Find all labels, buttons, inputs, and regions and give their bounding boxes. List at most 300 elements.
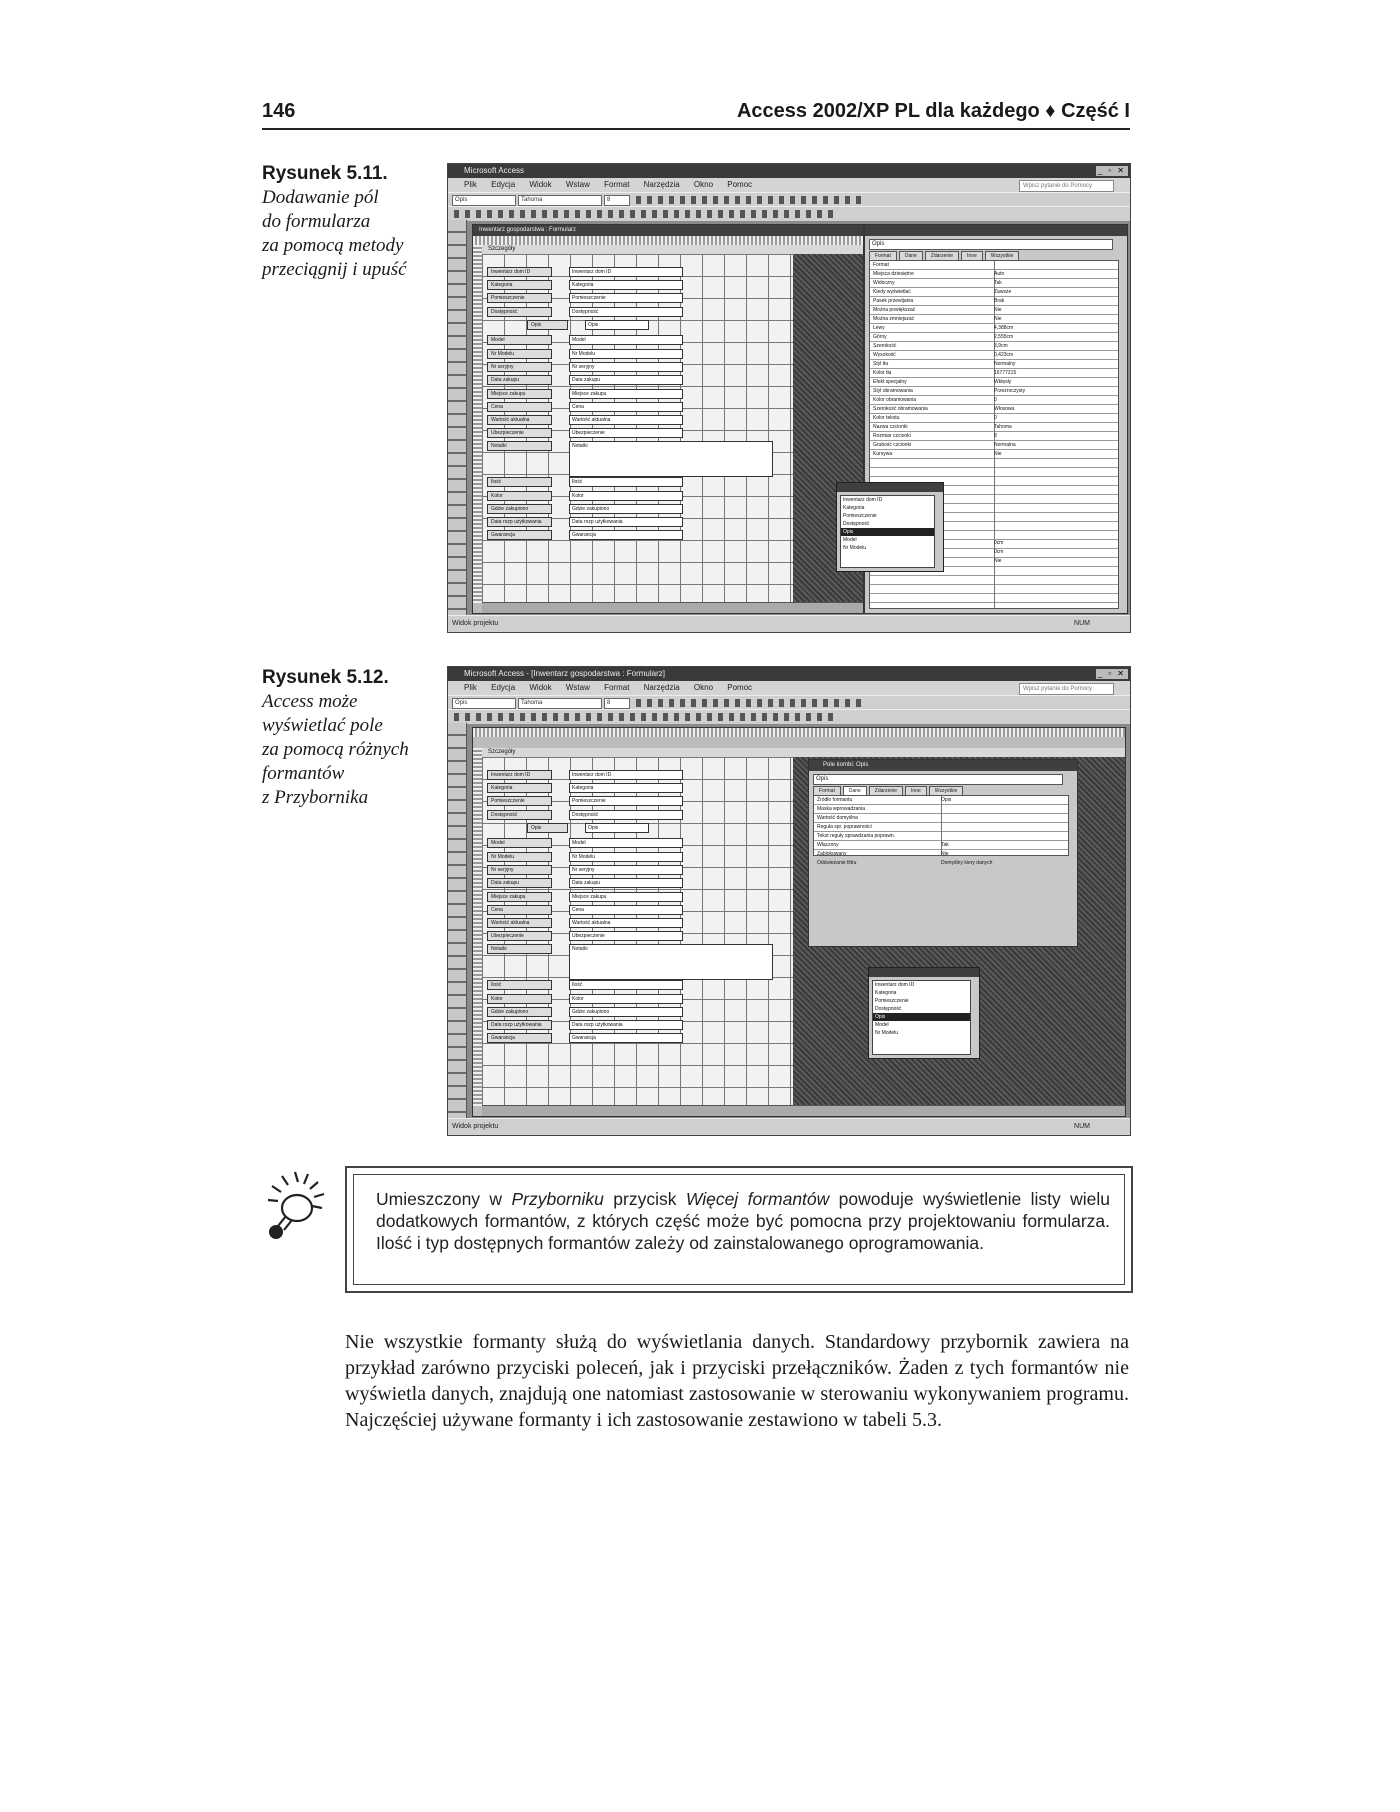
field-textbox[interactable]: Data rozp użytkowania	[569, 517, 683, 527]
menu-item[interactable]: Widok	[529, 683, 552, 692]
property-name: Miejsca dziesiętne	[873, 271, 914, 277]
form-control-row	[487, 415, 687, 424]
toolbar-icons[interactable]	[454, 210, 834, 218]
property-name: Kolor tekstu	[873, 415, 900, 421]
property-name: Kiedy wyświetlać	[873, 289, 911, 295]
form-control-row	[487, 892, 687, 901]
field-textbox[interactable]: Inwentarz dom ID	[569, 770, 683, 780]
property-row[interactable]	[870, 360, 1118, 369]
field-label[interactable]: Opis	[527, 320, 568, 330]
property-value[interactable]: Normalna	[994, 442, 1016, 448]
property-value[interactable]: Wklęsły	[994, 379, 1012, 385]
property-sheet	[808, 759, 1078, 947]
menu-item[interactable]: Widok	[529, 180, 552, 189]
tab-zdarzenie[interactable]: Zdarzenie	[925, 251, 959, 260]
window-title: Microsoft Access	[464, 166, 525, 175]
form-control-row	[487, 517, 687, 526]
field-textbox[interactable]: Model	[569, 335, 683, 345]
property-value[interactable]: Opis	[941, 797, 952, 803]
field-list-titlebar	[869, 968, 979, 977]
field-label[interactable]: Kolor	[487, 491, 552, 501]
property-value[interactable]: Tak	[941, 842, 949, 848]
size-combo[interactable]: 8	[604, 698, 630, 709]
form-control-row	[487, 770, 687, 779]
property-name: Kolor tła	[873, 370, 892, 376]
field-textbox[interactable]: Gwarancja	[569, 1033, 683, 1043]
menu-item[interactable]: Plik	[464, 180, 477, 189]
property-row[interactable]	[870, 279, 1118, 288]
field-textbox[interactable]: Cena	[569, 402, 683, 412]
tab-zdarzenie[interactable]: Zdarzenie	[869, 786, 903, 795]
property-value[interactable]: 4,388cm	[994, 325, 1014, 331]
form-control-row	[487, 402, 687, 411]
property-value[interactable]: 0,423cm	[994, 352, 1014, 358]
property-row[interactable]	[870, 288, 1118, 297]
field-label[interactable]: Data zakupu	[487, 878, 552, 888]
form-control-row	[487, 389, 687, 398]
tip-text-part: przycisk	[603, 1189, 686, 1209]
figure1-caption-line: do formularza	[262, 211, 371, 232]
field-list	[872, 980, 971, 1055]
tip-text-part: Umieszczony w	[376, 1189, 512, 1209]
app-titlebar	[448, 667, 1130, 681]
vertical-ruler	[473, 748, 482, 1106]
property-row[interactable]	[870, 387, 1118, 396]
property-name: Reguła spr. poprawności	[817, 824, 872, 830]
tab-dane[interactable]: Dane	[843, 786, 867, 795]
status-text: Widok projektu	[452, 1123, 499, 1130]
field-label[interactable]: Wartość aktualna	[487, 918, 552, 928]
running-header	[262, 100, 1130, 130]
property-value[interactable]: Brak	[994, 298, 1005, 304]
tip-text-part: powoduje wyświetlenie listy wielu dodatkowych formantów, z których część może być pomocna przy projektowaniu formularza. Ilość i typ dostępnych formantów zależy od zainstalowanego oprogramowania.	[376, 1189, 1110, 1253]
field-textbox[interactable]: Notatki	[569, 441, 773, 477]
detail-section-header: Szczegóły	[482, 245, 863, 255]
form-control-row	[487, 783, 687, 792]
field-label[interactable]: Cena	[487, 402, 552, 412]
form-control-row	[487, 280, 687, 289]
property-value[interactable]: Tahoma	[994, 424, 1012, 430]
field-list-item[interactable]: Dostępność	[875, 1006, 902, 1012]
figure2-caption-line: Access może	[262, 691, 358, 712]
property-name: Kolor obramowania	[873, 397, 917, 403]
property-name: Odświeżanie filtru	[817, 860, 857, 866]
field-list-item[interactable]: Kategoria	[843, 505, 865, 511]
num-lock-indicator: NUM	[1074, 620, 1090, 627]
tab-inne[interactable]: Inne	[961, 251, 983, 260]
field-label[interactable]: Gwarancja	[487, 530, 552, 540]
field-textbox[interactable]: Ilość	[569, 477, 683, 487]
menu-bar	[448, 178, 1130, 192]
property-value[interactable]: 3,9cm	[994, 343, 1008, 349]
figure2-caption-line: wyświetlać pole	[262, 715, 383, 736]
status-bar	[448, 1118, 1130, 1135]
form-control-row	[487, 823, 687, 832]
status-text: Widok projektu	[452, 620, 499, 627]
field-label[interactable]: Pomieszczenie	[487, 293, 552, 303]
size-combo[interactable]: 8	[604, 195, 630, 206]
property-sheet-titlebar	[865, 225, 1127, 236]
field-textbox[interactable]: Pomieszczenie	[569, 796, 683, 806]
field-label[interactable]: Model	[487, 838, 552, 848]
property-name: Lewy	[873, 325, 885, 331]
field-label[interactable]: Data rozp użytkowania	[487, 1020, 552, 1030]
figure1-caption-line: Dodawanie pól	[262, 187, 379, 208]
property-row[interactable]	[870, 306, 1118, 315]
page-number: 146	[262, 100, 296, 122]
field-textbox[interactable]: Nr seryjny	[569, 865, 683, 875]
body-paragraph: Nie wszystkie formanty służą do wyświetlania danych. Standardowy przybornik zawiera na przykład zarówno przyciski poleceń, jak i przyciski przełączników. Żaden z tych formantów nie wyświetla danych, znajdują one natomiast zastosowanie w sterowaniu wykonywaniem programu. Najczęściej używane formanty i ich zastosowanie zestawiono w tabeli 5.3.	[345, 1331, 1129, 1431]
field-label[interactable]: Kolor	[487, 994, 552, 1004]
menu-item[interactable]: Okno	[693, 180, 714, 189]
property-name: Wartość domyślna	[817, 815, 858, 821]
field-label[interactable]: Notatki	[487, 944, 552, 954]
toolbox[interactable]	[448, 723, 467, 1119]
field-label[interactable]: Ubezpieczenie	[487, 428, 552, 438]
detail-section-header: Szczegóły	[482, 748, 1125, 758]
property-name: Górny	[873, 334, 887, 340]
field-label[interactable]: Model	[487, 335, 552, 345]
menu-item[interactable]: Narzędzia	[643, 683, 680, 692]
field-textbox[interactable]: Model	[569, 838, 683, 848]
help-search-input[interactable]: Wpisz pytanie do Pomocy	[1019, 683, 1114, 695]
form-control-row	[487, 362, 687, 371]
field-textbox[interactable]: Gwarancja	[569, 530, 683, 540]
field-textbox[interactable]: Opis	[585, 823, 649, 833]
form-control-row	[487, 994, 687, 1003]
property-value[interactable]: Tak	[994, 280, 1002, 286]
property-row[interactable]	[870, 297, 1118, 306]
tip-box	[345, 1166, 1133, 1293]
property-value[interactable]: Domyślny kiery danych	[941, 860, 993, 866]
property-object-combo[interactable]: Opis	[869, 239, 1113, 250]
field-textbox[interactable]: Dostępność	[569, 810, 683, 820]
field-list-item[interactable]: Pomieszczenie	[843, 513, 877, 519]
field-list-window	[836, 482, 944, 572]
field-textbox[interactable]: Nr Modelu	[569, 349, 683, 359]
field-textbox[interactable]: Wartość aktualna	[569, 918, 683, 928]
field-textbox[interactable]: Kategoria	[569, 783, 683, 793]
form-title: Inwentarz gospodarstwa : Formularz	[473, 225, 863, 236]
field-textbox[interactable]: Data rozp użytkowania	[569, 1020, 683, 1030]
form-control-row	[487, 796, 687, 805]
field-textbox[interactable]: Ubezpieczenie	[569, 931, 683, 941]
field-textbox[interactable]: Opis	[585, 320, 649, 330]
form-control-row	[487, 905, 687, 914]
tip-emphasis: Więcej formantów	[685, 1189, 830, 1209]
field-label[interactable]: Nr seryjny	[487, 865, 552, 875]
property-row[interactable]	[870, 441, 1118, 450]
menu-item[interactable]: Format	[604, 683, 630, 692]
field-textbox[interactable]: Ubezpieczenie	[569, 428, 683, 438]
object-combo[interactable]: Opis	[452, 195, 516, 206]
property-name: Można powiększać	[873, 307, 916, 313]
toolbar-icons[interactable]	[636, 196, 866, 204]
horizontal-ruler	[473, 728, 1125, 737]
field-label[interactable]: Nr seryjny	[487, 362, 552, 372]
app-titlebar	[448, 164, 1130, 178]
property-value[interactable]: Nie	[994, 558, 1002, 564]
tip-text	[353, 1174, 1125, 1285]
field-list-item[interactable]: Dostępność	[843, 521, 870, 527]
property-value[interactable]: Nie	[941, 851, 949, 857]
figure2-caption	[262, 666, 432, 810]
property-name: Źródło formantu	[817, 797, 853, 803]
property-row[interactable]	[870, 450, 1118, 459]
property-name: Zablokowany	[817, 851, 847, 857]
property-row[interactable]	[870, 270, 1118, 279]
field-textbox[interactable]: Notatki	[569, 944, 773, 980]
property-list	[813, 795, 1069, 866]
font-combo[interactable]: Tahoma	[518, 698, 602, 709]
form-control-row	[487, 852, 687, 861]
form-control-row	[487, 1007, 687, 1016]
field-label[interactable]: Miejsce zakupu	[487, 389, 552, 399]
field-textbox[interactable]: Gdzie zakupiono	[569, 1007, 683, 1017]
form-control-row	[487, 530, 687, 539]
form-control-row	[487, 491, 687, 500]
field-label[interactable]: Nr Modelu	[487, 349, 552, 359]
field-label[interactable]: Gdzie zakupiono	[487, 1007, 552, 1017]
window-controls[interactable]: _ ▫ ✕	[1097, 166, 1126, 175]
field-textbox[interactable]: Dostępność	[569, 307, 683, 317]
property-value[interactable]: Zawsze	[994, 289, 1012, 295]
form-control-row	[487, 838, 687, 847]
horizontal-scrollbar[interactable]	[482, 602, 863, 613]
form-control-row	[487, 428, 687, 437]
field-textbox[interactable]: Data zakupu	[569, 375, 683, 385]
property-value[interactable]: 2,555cm	[994, 334, 1014, 340]
form-control-row	[487, 918, 687, 927]
tab-inne[interactable]: Inne	[905, 786, 927, 795]
tab-dane[interactable]: Dane	[899, 251, 923, 260]
toolbox[interactable]	[448, 220, 467, 616]
field-label[interactable]: Notatki	[487, 441, 552, 451]
figure1-screenshot	[447, 163, 1131, 633]
property-name: Nazwa czcionki	[873, 424, 908, 430]
field-textbox[interactable]: Kategoria	[569, 280, 683, 290]
form-control-row	[487, 441, 687, 450]
field-textbox[interactable]: Nr seryjny	[569, 362, 683, 372]
toolbar-icons[interactable]	[636, 699, 866, 707]
field-list-item[interactable]: Nr Modelu	[843, 545, 867, 551]
property-row[interactable]	[870, 378, 1118, 387]
property-row[interactable]	[870, 315, 1118, 324]
menu-item[interactable]: Wstaw	[565, 180, 590, 189]
property-row[interactable]	[870, 414, 1118, 423]
property-value[interactable]: 0cm	[994, 540, 1004, 546]
property-name: Szerokość	[873, 343, 897, 349]
figure2-screenshot	[447, 666, 1131, 1136]
window-controls[interactable]: _ ▫ ✕	[1097, 669, 1126, 678]
field-label[interactable]: Gdzie zakupiono	[487, 504, 552, 514]
figure2-caption-line: za pomocą różnych	[262, 739, 409, 760]
field-textbox[interactable]: Miejsce zakupu	[569, 892, 683, 902]
field-label[interactable]: Kategoria	[487, 783, 552, 793]
field-label[interactable]: Dostępność	[487, 810, 552, 820]
field-label[interactable]: Wartość aktualna	[487, 415, 552, 425]
property-row[interactable]	[870, 333, 1118, 342]
field-textbox[interactable]: Kolor	[569, 994, 683, 1004]
field-textbox[interactable]: Gdzie zakupiono	[569, 504, 683, 514]
object-combo[interactable]: Opis	[452, 698, 516, 709]
window-title: Microsoft Access - [Inwentarz gospodarstwa : Formularz]	[464, 669, 665, 678]
field-list-item[interactable]: Opis	[873, 1013, 970, 1021]
property-value[interactable]: Nie	[994, 451, 1002, 457]
property-value[interactable]: 8	[994, 433, 997, 439]
form-design-window	[472, 224, 864, 614]
property-name: Format	[873, 262, 889, 268]
menu-item[interactable]: Edycja	[491, 683, 516, 692]
field-label[interactable]: Dostępność	[487, 307, 552, 317]
property-row[interactable]	[870, 405, 1118, 414]
property-value[interactable]: Nie	[994, 307, 1002, 313]
property-value[interactable]: 0cm	[994, 549, 1004, 555]
field-textbox[interactable]: Pomieszczenie	[569, 293, 683, 303]
property-row[interactable]	[870, 432, 1118, 441]
field-label[interactable]: Gwarancja	[487, 1033, 552, 1043]
field-label[interactable]: Ubezpieczenie	[487, 931, 552, 941]
field-list-item[interactable]: Model	[875, 1022, 889, 1028]
property-value[interactable]: 0	[994, 415, 997, 421]
field-textbox[interactable]: Ilość	[569, 980, 683, 990]
field-list-item[interactable]: Kategoria	[875, 990, 897, 996]
property-row[interactable]	[814, 859, 1068, 868]
property-row[interactable]	[870, 369, 1118, 378]
design-toolbar	[448, 709, 1130, 724]
help-search-input[interactable]: Wpisz pytanie do Pomocy	[1019, 180, 1114, 192]
tab-format[interactable]: Format	[813, 786, 841, 795]
field-label[interactable]: Ilość	[487, 477, 552, 487]
property-row[interactable]	[814, 832, 1068, 841]
property-tabs	[813, 786, 1073, 795]
property-row[interactable]	[870, 324, 1118, 333]
field-list-item[interactable]: Opis	[841, 528, 934, 536]
property-row[interactable]	[814, 814, 1068, 823]
figure1-label: Rysunek 5.11.	[262, 163, 388, 184]
field-textbox[interactable]: Data zakupu	[569, 878, 683, 888]
field-textbox[interactable]: Nr Modelu	[569, 852, 683, 862]
field-label[interactable]: Cena	[487, 905, 552, 915]
menu-item[interactable]: Okno	[693, 683, 714, 692]
menu-item[interactable]: Format	[604, 180, 630, 189]
property-value[interactable]: Włosowa	[994, 406, 1015, 412]
field-list-item[interactable]: Nr Modelu	[875, 1030, 899, 1036]
property-row[interactable]	[814, 823, 1068, 832]
property-row[interactable]	[870, 423, 1118, 432]
field-label[interactable]: Nr Modelu	[487, 852, 552, 862]
field-label[interactable]: Inwentarz dom ID	[487, 770, 552, 780]
field-textbox[interactable]: Kolor	[569, 491, 683, 501]
figure2-caption-line: formantów	[262, 763, 345, 784]
property-row[interactable]	[870, 342, 1118, 351]
property-row[interactable]	[814, 841, 1068, 850]
form-control-row	[487, 293, 687, 302]
form-control-row	[487, 307, 687, 316]
property-value[interactable]: Auto	[994, 271, 1005, 277]
tab-wszystkie[interactable]: Wszystkie	[985, 251, 1020, 260]
property-value[interactable]: Normalny	[994, 361, 1016, 367]
menu-item[interactable]: Wstaw	[565, 683, 590, 692]
field-textbox[interactable]: Cena	[569, 905, 683, 915]
tip-emphasis: Przyborniku	[511, 1189, 604, 1209]
property-row[interactable]	[870, 396, 1118, 405]
field-textbox[interactable]: Wartość aktualna	[569, 415, 683, 425]
property-name: Efekt specjalny	[873, 379, 907, 385]
field-label[interactable]: Kategoria	[487, 280, 552, 290]
form-control-row	[487, 931, 687, 940]
field-label[interactable]: Miejsce zakupu	[487, 892, 552, 902]
horizontal-scrollbar[interactable]	[482, 1105, 1125, 1116]
num-lock-indicator: NUM	[1074, 1123, 1090, 1130]
property-name: Można zmniejszać	[873, 316, 915, 322]
menu-item[interactable]: Narzędzia	[643, 180, 680, 189]
field-label[interactable]: Data rozp użytkowania	[487, 517, 552, 527]
property-name: Widoczny	[873, 280, 895, 286]
figure1-caption-line: przeciągnij i upuść	[262, 259, 407, 280]
property-row[interactable]	[870, 351, 1118, 360]
property-row[interactable]	[814, 796, 1068, 805]
property-row[interactable]	[814, 850, 1068, 859]
property-value[interactable]: Nie	[994, 316, 1002, 322]
design-toolbar	[448, 206, 1130, 221]
figure1-caption	[262, 162, 432, 282]
property-sheet-titlebar	[809, 760, 1077, 771]
form-control-row	[487, 980, 687, 989]
status-bar	[448, 615, 1130, 632]
horizontal-ruler	[473, 236, 863, 245]
property-name: Rozmiar czcionki	[873, 433, 911, 439]
property-name: Styl tła	[873, 361, 889, 367]
field-label[interactable]: Inwentarz dom ID	[487, 267, 552, 277]
property-name: Maska wprowadzania	[817, 806, 866, 812]
field-label[interactable]: Ilość	[487, 980, 552, 990]
menu-item[interactable]: Edycja	[491, 180, 516, 189]
field-list-item[interactable]: Pomieszczenie	[875, 998, 909, 1004]
property-row[interactable]	[814, 805, 1068, 814]
property-name: Grubość czcionki	[873, 442, 912, 448]
font-combo[interactable]: Tahoma	[518, 195, 602, 206]
menu-item[interactable]: Pomoc	[727, 180, 753, 189]
property-object-combo[interactable]: Opis	[813, 774, 1063, 785]
tab-wszystkie[interactable]: Wszystkie	[929, 786, 964, 795]
menu-item[interactable]: Plik	[464, 683, 477, 692]
field-list-item[interactable]: Inwentarz dom ID	[875, 982, 915, 988]
menu-item[interactable]: Pomoc	[727, 683, 753, 692]
field-label[interactable]: Pomieszczenie	[487, 796, 552, 806]
field-label[interactable]: Opis	[527, 823, 568, 833]
toolbar-icons[interactable]	[454, 713, 834, 721]
figure1-caption-line: za pomocą metody	[262, 235, 404, 256]
field-list-window	[868, 967, 980, 1059]
property-value[interactable]: 0	[994, 397, 997, 403]
field-list-item[interactable]: Inwentarz dom ID	[843, 497, 883, 503]
property-name: Włączony	[817, 842, 839, 848]
field-textbox[interactable]: Inwentarz dom ID	[569, 267, 683, 277]
running-title: Access 2002/XP PL dla każdego ♦ Część I	[736, 100, 1130, 122]
property-sheet-title: Pole kombi: Opis	[823, 762, 869, 768]
property-row[interactable]	[870, 261, 1118, 270]
property-value[interactable]: 16777215	[994, 370, 1017, 376]
figure2-caption-line: z Przybornika	[262, 787, 369, 808]
form-control-row	[487, 878, 687, 887]
field-label[interactable]: Data zakupu	[487, 375, 552, 385]
field-list-item[interactable]: Model	[843, 537, 857, 543]
tab-format[interactable]: Format	[869, 251, 897, 260]
field-textbox[interactable]: Miejsce zakupu	[569, 389, 683, 399]
property-value[interactable]: Przezroczysty	[994, 388, 1026, 394]
field-list	[840, 495, 935, 568]
